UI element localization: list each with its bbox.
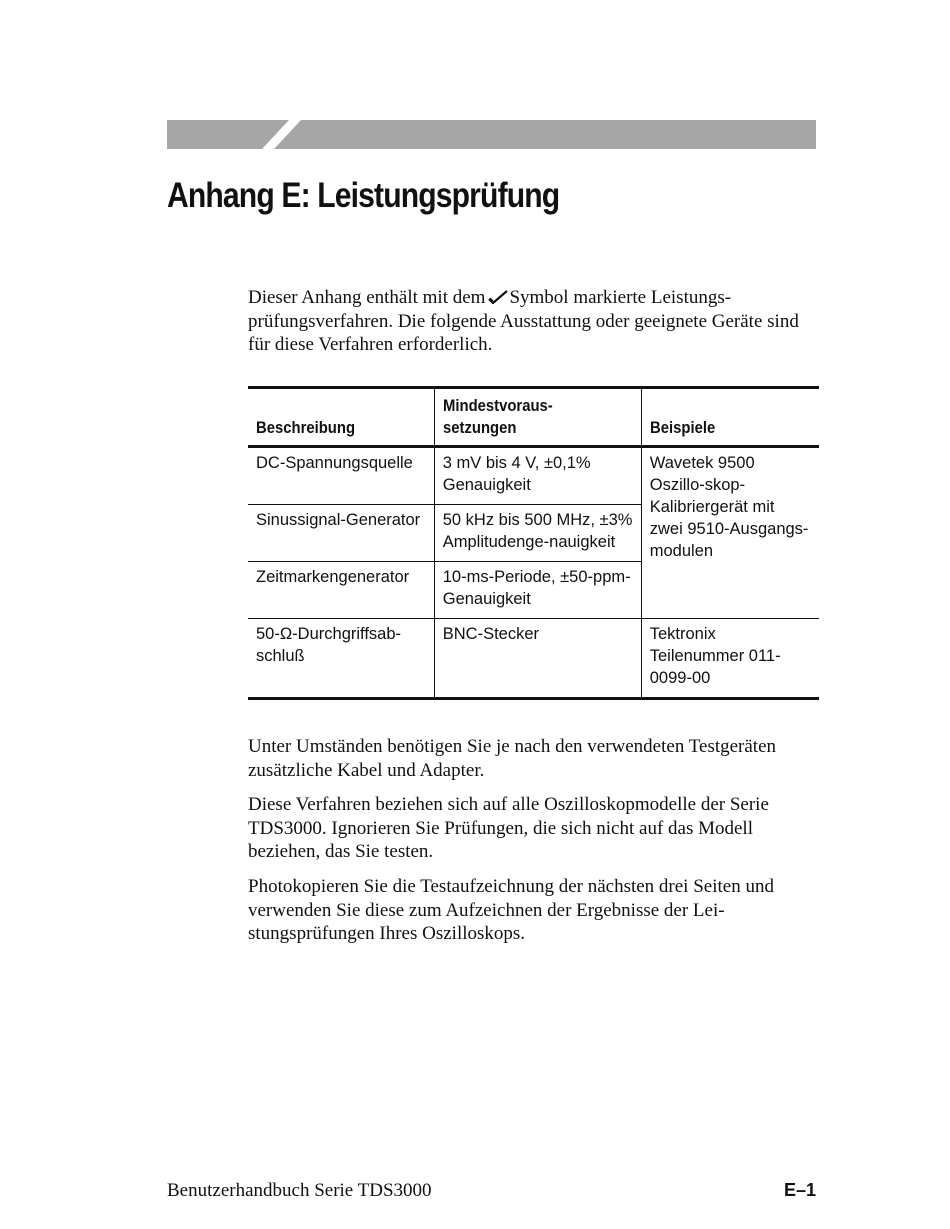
column-header-requirements: Mindestvoraus-setzungen: [434, 388, 641, 447]
intro-text-end: Symbol markierte Leistungs-prüfungsverfahren. Die folgende Ausstattung oder geeignete Geräte sind für diese Verfahren erforderlich.: [248, 287, 799, 355]
paragraph-models: Diese Verfahren beziehen sich auf alle Oszilloskopmodelle der Serie TDS3000. Ignorieren Sie Prüfungen, die sich nicht auf das Modell beziehen, das Sie testen.: [248, 794, 769, 862]
cell-requirements: 50 kHz bis 500 MHz, ±3% Amplitudenge-nauigkeit: [434, 505, 641, 562]
cell-description: 50-Ω-Durchgriffsab-schluß: [248, 619, 434, 699]
paragraph-cables: Unter Umständen benötigen Sie je nach den verwendeten Testgeräten zusätzliche Kabel und Adapter.: [248, 736, 777, 781]
chapter-banner: [167, 120, 816, 149]
intro-text-start: Dieser Anhang enthält mit dem: [248, 287, 486, 308]
cell-description: Sinussignal-Generator: [248, 505, 434, 562]
column-header-examples: Beispiele: [641, 388, 819, 447]
cell-requirements: 10-ms-Periode, ±50-ppm-Genauigkeit: [434, 562, 641, 619]
footer-manual-title: Benutzerhandbuch Serie TDS3000: [167, 1180, 432, 1201]
cell-examples-shared: Wavetek 9500 Oszillo-skop-Kalibriergerät mit zwei 9510-Ausgangs-modulen: [641, 447, 819, 619]
footer-page-number: E–1: [783, 1180, 816, 1200]
cell-requirements: BNC-Stecker: [434, 619, 641, 699]
cell-description: DC-Spannungsquelle: [248, 447, 434, 505]
table-header-row: [248, 388, 819, 447]
equipment-table: [248, 386, 819, 700]
intro-paragraph: [248, 286, 818, 357]
cell-description: Zeitmarkengenerator: [248, 562, 434, 619]
column-header-description: Beschreibung: [248, 388, 434, 447]
paragraph-photocopy: Photokopieren Sie die Testaufzeichnung der nächsten drei Seiten und verwenden Sie diese zum Aufzeichnen der Ergebnisse der Lei-stungsprüfungen Ihres Oszilloskops.: [248, 876, 774, 944]
page-title: Anhang E: Leistungsprüfung: [167, 176, 560, 215]
checkmark-icon: [488, 290, 508, 304]
table-row: [248, 619, 819, 699]
cell-requirements: 3 mV bis 4 V, ±0,1% Genauigkeit: [434, 447, 641, 505]
cell-examples: Tektronix Teilenummer 011-0099-00: [641, 619, 819, 699]
table-row: [248, 447, 819, 505]
